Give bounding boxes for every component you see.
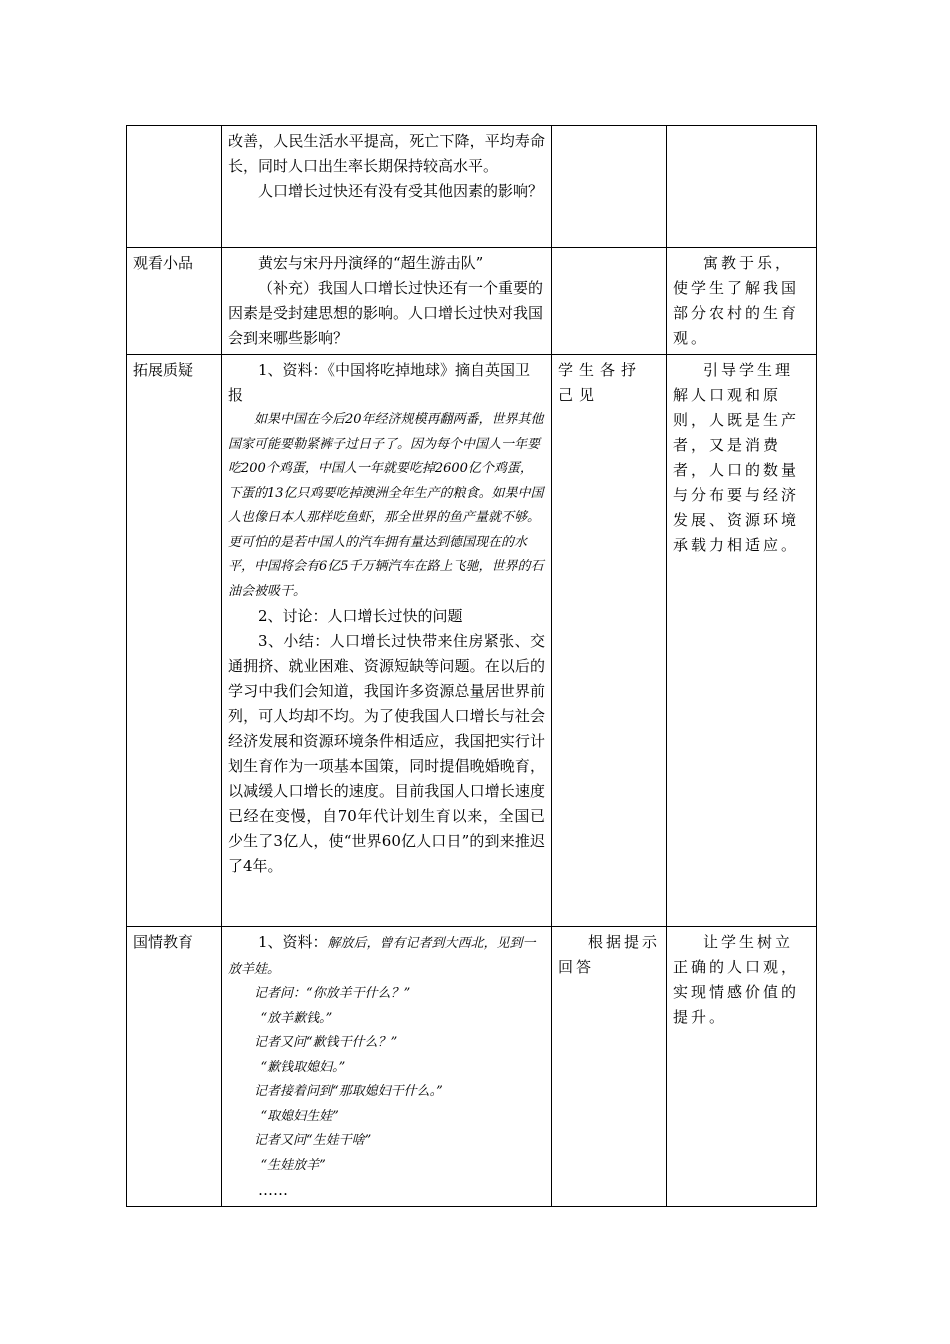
teaching-content-cell (222, 248, 552, 355)
table-row (127, 927, 817, 1207)
teaching-content-cell (222, 927, 552, 1207)
design-purpose-cell (667, 126, 817, 248)
content-paragraph: （补充）我国人口增长过快还有一个重要的因素是受封建思想的影响。人口增长过快对我国会到来哪些影响？ (228, 279, 544, 347)
stage-label: 拓展质疑 (133, 361, 194, 379)
quoted-material: 解放后，曾有记者到大西北，见到一放羊娃。 (228, 936, 536, 977)
content-paragraph: 人口增长过快还有没有受其他因素的影响？ (258, 182, 544, 200)
dialogue-line: 记者问：“你放羊干什么？” (254, 986, 411, 1001)
table-row (127, 248, 817, 355)
ellipsis-line: …… (258, 1181, 288, 1199)
teaching-content-cell (222, 126, 552, 248)
content-paragraph: 黄宏与宋丹丹演绎的“超生游击队” (258, 254, 484, 272)
dialogue-line: “放羊歉钱。” (260, 1010, 333, 1026)
content-paragraph (228, 930, 545, 982)
purpose-text: 寓教于乐，使学生了解我国部分农村的生育观。 (673, 254, 800, 347)
dialogue-line: 记者又问“生娃干啥” (254, 1133, 372, 1148)
dialogue-line: 记者又问“歉钱干什么？” (254, 1035, 398, 1050)
dialogue-line: “取媳妇生娃” (260, 1108, 339, 1124)
student-activity-cell (552, 355, 667, 927)
purpose-text: 让学生树立正确的人口观，实现情感价值的提升。 (673, 933, 800, 1026)
dialogue-line: “生娃放羊” (260, 1157, 326, 1173)
student-activity-cell (552, 927, 667, 1207)
stage-label: 观看小品 (133, 254, 194, 272)
content-paragraph: 改善，人民生活水平提高，死亡下降，平均寿命长，同时人口出生率长期保持较高水平。 (228, 132, 545, 175)
student-activity-text: 根据提示回答 (558, 933, 661, 976)
stage-label-cell (127, 126, 222, 248)
design-purpose-cell (667, 248, 817, 355)
student-activity-cell (552, 126, 667, 248)
student-activity-text: 学生各抒己见 (558, 361, 643, 404)
table-row (127, 126, 817, 248)
teaching-content-cell (222, 355, 552, 927)
purpose-text: 引导学生理解人口观和原则，人既是生产者，又是消费者，人口的数量与分布要与经济发展、资源环境承载力相适应。 (673, 361, 800, 554)
stage-label-cell (127, 248, 222, 355)
content-paragraph: 3、小结：人口增长过快带来住房紧张、交通拥挤、就业困难、资源短缺等问题。在以后的学习中我们会知道，我国许多资源总量居世界前列，可人均却不均。为了使我国人口增长与社会经济发展和资源环境条件相适应，我国把实行计划生育作为一项基本国策，同时提倡晚婚晚育，以减缓人口增长的速度。目前我国人口增长速度已经在变慢，自70年代计划生育以来，全国已少生了3亿人，使“世界60亿人口日”的到来推迟了4年。 (228, 632, 545, 875)
table-row (127, 355, 817, 927)
design-purpose-cell (667, 355, 817, 927)
design-purpose-cell (667, 927, 817, 1207)
dialogue-line: “歉钱取媳妇。” (260, 1059, 346, 1075)
content-paragraph: 1、资料：《中国将吃掉地球》摘自英国卫报 (228, 361, 531, 404)
lesson-plan-table (126, 125, 817, 1207)
content-paragraph: 2、讨论：人口增长过快的问题 (258, 607, 463, 625)
stage-label: 国情教育 (133, 933, 194, 951)
material-heading: 1、资料： (258, 933, 328, 951)
quoted-material: 如果中国在今后20年经济规模再翻两番，世界其他国家可能要勒紧裤子过日子了。因为每个中国人一年要吃200个鸡蛋，中国人一年就要吃掉2600亿个鸡蛋，下蛋的13亿只鸡要吃掉澳洲全年生产的粮食。如果中国人也像日本人那样吃鱼虾，那全世界的鱼产量就不够。更可怕的是若中国人的汽车拥有量达到德国现在的水平，中国将会有6亿5千万辆汽车在路上飞驰，世界的石油会被吸干。 (228, 412, 544, 599)
stage-label-cell (127, 927, 222, 1207)
dialogue-line: 记者接着问到“那取媳妇干什么。” (254, 1084, 443, 1099)
stage-label-cell (127, 355, 222, 927)
student-activity-cell (552, 248, 667, 355)
